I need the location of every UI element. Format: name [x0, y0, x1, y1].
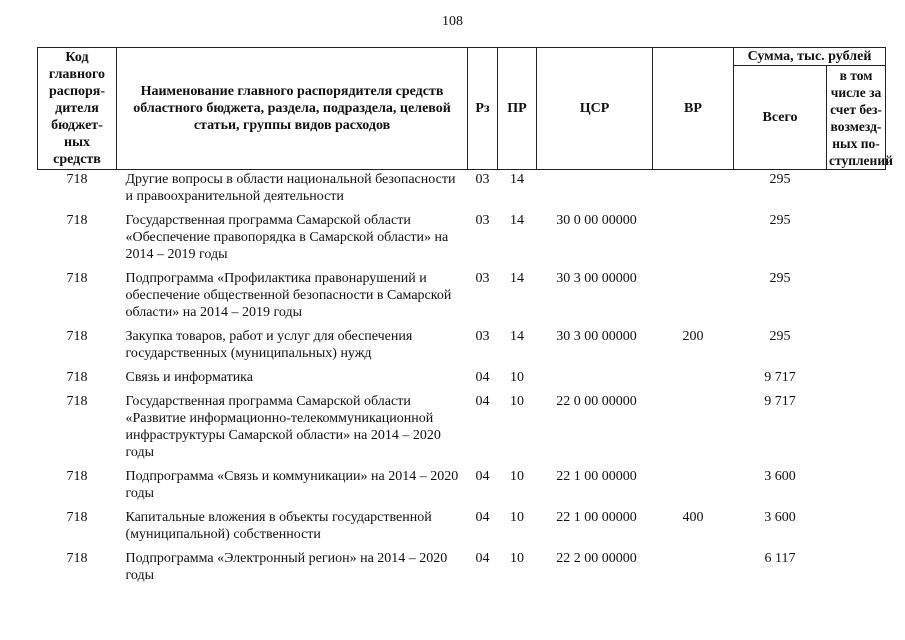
cell-name: Связь и информатика	[125, 370, 253, 385]
cell-vr	[653, 170, 734, 212]
cell-kod: 718	[66, 394, 88, 409]
cell-rz: 04	[475, 370, 490, 385]
table-row	[38, 327, 886, 368]
cell-vsego: 3 600	[764, 469, 796, 484]
cell-pr: 10	[510, 469, 524, 484]
table-row	[38, 368, 886, 392]
cell-pr: 10	[510, 394, 524, 409]
cell-vr	[653, 269, 734, 327]
header-bvz: в том числе за счет без-возмезд-ных по-ступлений	[827, 66, 886, 170]
cell-vr	[653, 211, 734, 269]
header-sum: Сумма, тыс. рублей	[734, 48, 886, 66]
cell-bvz	[827, 508, 886, 549]
cell-rz: 03	[475, 213, 490, 228]
cell-bvz	[827, 170, 886, 212]
cell-pr: 14	[510, 329, 524, 344]
header-vr: ВР	[653, 48, 734, 170]
table-header	[38, 48, 893, 170]
cell-rz: 04	[475, 510, 490, 525]
cell-vsego: 6 117	[764, 551, 796, 566]
table-body	[38, 170, 886, 587]
cell-csr	[537, 368, 653, 392]
cell-vsego: 9 717	[764, 394, 796, 409]
cell-rz: 03	[475, 329, 490, 344]
cell-name: Государственная программа Самарской области «Развитие информационно-телекоммуникационной инфраструктуры Самарской области» на 2014 – 2020 годы	[125, 394, 441, 460]
table-row	[38, 211, 886, 269]
page-number: 108	[442, 14, 463, 29]
cell-name: Капитальные вложения в объекты государственной (муниципальной) собственности	[125, 510, 432, 542]
cell-name: Закупка товаров, работ и услуг для обеспечения государственных (муниципальных) нужд	[125, 329, 413, 361]
cell-bvz	[827, 211, 886, 269]
cell-pr: 10	[510, 510, 524, 525]
cell-vsego: 295	[769, 329, 791, 344]
cell-csr: 30 3 00 00000	[556, 271, 637, 286]
cell-vr	[653, 392, 734, 467]
cell-kod: 718	[66, 510, 88, 525]
table-row	[38, 467, 886, 508]
header-kod: Код главного распоря-дителя бюджет-ных средств	[38, 48, 117, 170]
budget-table	[37, 47, 893, 586]
cell-rz: 03	[475, 271, 490, 286]
cell-bvz	[827, 549, 886, 586]
cell-csr: 22 2 00 00000	[556, 551, 637, 566]
cell-rz: 04	[475, 551, 490, 566]
header-csr: ЦСР	[537, 48, 653, 170]
cell-bvz	[827, 368, 886, 392]
cell-rz: 04	[475, 394, 490, 409]
cell-name: Другие вопросы в области национальной безопасности и правоохранительной деятельности	[125, 172, 456, 204]
cell-bvz	[827, 327, 886, 368]
cell-csr: 22 1 00 00000	[556, 469, 637, 484]
cell-csr: 22 0 00 00000	[556, 394, 637, 409]
cell-kod: 718	[66, 172, 88, 187]
cell-vr	[653, 368, 734, 392]
cell-csr: 30 0 00 00000	[556, 213, 637, 228]
cell-bvz	[827, 269, 886, 327]
cell-pr: 14	[510, 271, 524, 286]
table-row	[38, 508, 886, 549]
cell-name: Подпрограмма «Электронный регион» на 2014 – 2020 годы	[125, 551, 448, 583]
table-row	[38, 392, 886, 467]
cell-kod: 718	[66, 213, 88, 228]
cell-name: Государственная программа Самарской области «Обеспечение правопорядка в Самарской области» на 2014 – 2019 годы	[125, 213, 449, 262]
table-row	[38, 269, 886, 327]
cell-kod: 718	[66, 329, 88, 344]
header-rz: Рз	[468, 48, 498, 170]
cell-pr: 10	[510, 551, 524, 566]
cell-kod: 718	[66, 370, 88, 385]
cell-bvz	[827, 392, 886, 467]
cell-vsego: 295	[769, 213, 791, 228]
cell-vr: 200	[682, 329, 704, 344]
header-name: Наименование главного распорядителя средств областного бюджета, раздела, подраздела, целевой статьи, группы видов расходов	[117, 48, 468, 170]
cell-rz: 03	[475, 172, 490, 187]
cell-kod: 718	[66, 469, 88, 484]
cell-vr	[653, 467, 734, 508]
cell-vr: 400	[682, 510, 704, 525]
header-pr: ПР	[498, 48, 537, 170]
cell-name: Подпрограмма «Профилактика правонарушений и обеспечение общественной безопасности в Самарской области» на 2014 – 2019 годы	[125, 271, 452, 320]
cell-pr: 14	[510, 172, 524, 187]
cell-kod: 718	[66, 271, 88, 286]
cell-vsego: 9 717	[764, 370, 796, 385]
cell-bvz	[827, 467, 886, 508]
cell-csr	[537, 170, 653, 212]
cell-name: Подпрограмма «Связь и коммуникации» на 2014 – 2020 годы	[125, 469, 459, 501]
cell-csr: 22 1 00 00000	[556, 510, 637, 525]
table-row	[38, 170, 886, 212]
cell-vsego: 3 600	[764, 510, 796, 525]
cell-csr: 30 3 00 00000	[556, 329, 637, 344]
cell-rz: 04	[475, 469, 490, 484]
cell-vsego: 295	[769, 172, 791, 187]
cell-vr	[653, 549, 734, 586]
cell-pr: 10	[510, 370, 524, 385]
table-row	[38, 549, 886, 586]
cell-vsego: 295	[769, 271, 791, 286]
header-vsego: Всего	[734, 66, 827, 170]
cell-kod: 718	[66, 551, 88, 566]
cell-pr: 14	[510, 213, 524, 228]
